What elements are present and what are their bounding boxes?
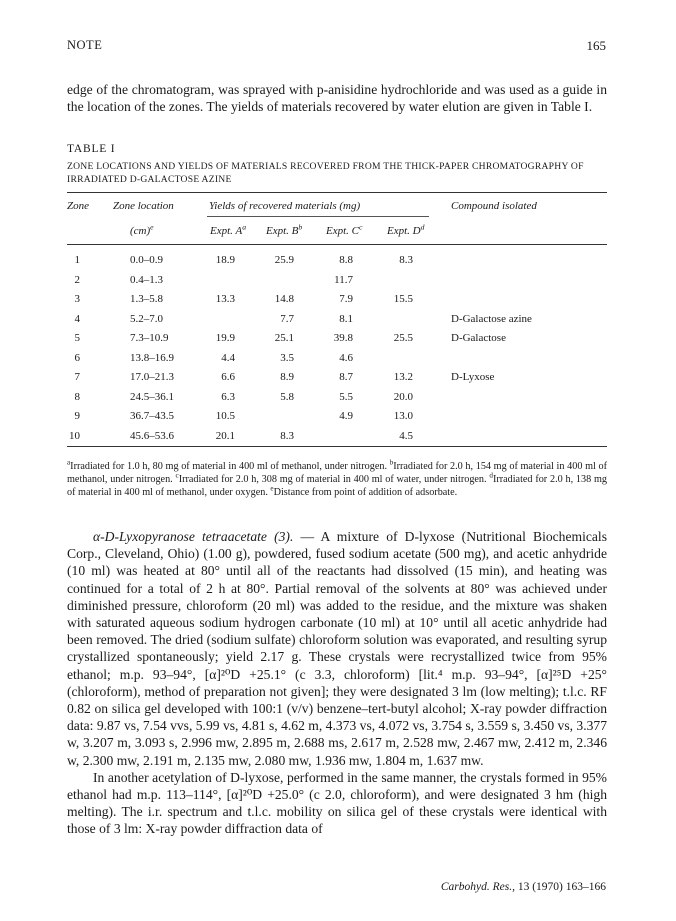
section-heading: α-D-Lyxopyranose tetraacetate (3). xyxy=(93,529,294,544)
cell-location: 5.2–7.0 xyxy=(130,312,163,325)
header-expt-b: Expt. $B^b$ xyxy=(266,222,303,237)
cell-c: 8.1 xyxy=(339,312,353,325)
cell-location: 0.4–1.3 xyxy=(130,273,163,286)
journal-volume: 13 (1970) 163–166 xyxy=(517,881,606,893)
yields-span-rule xyxy=(207,216,429,217)
header-compound: Compound isolated xyxy=(451,200,537,212)
table-caption: ZONE LOCATIONS AND YIELDS OF MATERIALS RECOVERED FROM THE THICK-PAPER CHROMATOGRAPHY OF IRRADIATED D-GALACTOSE AZINE xyxy=(67,161,584,185)
cell-location: 24.5–36.1 xyxy=(130,390,174,403)
cell-d: 20.0 xyxy=(393,390,413,403)
cell-zone: 8 xyxy=(74,390,80,403)
cell-location: 17.0–21.3 xyxy=(130,371,174,383)
cell-b: 7.7 xyxy=(280,312,294,325)
footnote-text: Irradiated for 2.0 h, 308 mg of material in 400 ml of water, under nitrogen. xyxy=(178,474,490,486)
section-paragraph-1: α-D-Lyxopyranose tetraacetate (3). — A mixture of D-lyxose (Nutritional Biochemicals Corp., Cleveland, Ohio) (1.00 g), powdered, fused sodium acetate (500 mg), and acetic anhydride (10 ml) was heated at 80° until all of the reactants had dissolved (15 min), and heating was continued for a total of 2 h at 80°. Partial removal of the solvents at 80° was achieved under diminished pressure, chloroform (20 ml) was added to the residue, and the mixture was shaken with saturated aqueous sodium hydrogen carbonate (10 ml) at 10° until all acetic anhydride had been removed. The dried (sodium sulfate) chloroform solution was evaporated, and resulting syrup crystallized spontaneously; yield 2.17 g. These crystals were recrystallized twice from 95% ethanol; m.p. 93–94°, [α]²⁰D +25.1° (c 3.3, chloroform) [lit.⁴ m.p. 93–94°, [α]²⁵D +25° (chloroform), method of preparation not given]; they were designated 3 lm (low melting); t.l.c. RF 0.82 on silica gel developed with 100:1 (v/v) benzene–tert-butyl alcohol; X-ray powder diffraction data: 9.87 vs, 7.54 vvs, 5.99 vs, 4.81 s, 4.62 m, 4.373 vs, 4.072 vs, 3.754 s, 3.559 s, 3.450 vs, 3.377 w, 3.207 m, 3.093 s, 2.996 mw, 2.895 m, 2.688 ms, 2.617 m, 2.528 mw, 2.467 mw, 2.412 m, 2.346 w, 2.300 mw, 2.191 m, 2.135 mw, 2.080 mw, 1.936 mw, 1.804 m, 1.637 mw. xyxy=(67,529,608,768)
table-top-rule xyxy=(67,192,607,193)
footnote-mark: e xyxy=(270,485,274,494)
footnote-text: Irradiated for 2.0 h, 154 mg of material in 400 ml of methanol, under nitrogen. xyxy=(67,461,607,486)
cell-d: 25.5 xyxy=(393,332,413,344)
cell-location: 45.6–53.6 xyxy=(130,429,174,442)
cell-d: 13.2 xyxy=(393,371,413,383)
cell-b: 3.5 xyxy=(280,351,294,364)
cell-a: 13.3 xyxy=(215,293,235,305)
cell-zone: 1 xyxy=(74,254,80,266)
page-number: 165 xyxy=(586,38,606,53)
section-body xyxy=(67,528,607,838)
cell-b: 8.9 xyxy=(280,371,294,383)
cell-a: 10.5 xyxy=(215,410,235,422)
section-label: NOTE xyxy=(67,38,103,52)
cell-a: 18.9 xyxy=(215,254,235,266)
cell-c: 5.5 xyxy=(339,390,353,403)
footnote-mark: d xyxy=(489,471,493,480)
cell-a: 6.6 xyxy=(221,371,235,383)
header-yields: Yields of recovered materials (mg) xyxy=(209,200,361,212)
footnote-mark: a xyxy=(67,458,71,467)
header-expt-d: Expt. $D^d$ xyxy=(387,222,425,237)
cell-b: 8.3 xyxy=(280,429,294,442)
cell-compound: D-Lyxose xyxy=(451,371,495,383)
cell-zone: 3 xyxy=(74,293,80,305)
intro-paragraph: edge of the chromatogram, was sprayed with p-anisidine hydrochloride and was used as a guide in the location of the zones. The yields of materials recovered by water elution are given in Table I. xyxy=(67,82,607,115)
cell-zone: 6 xyxy=(74,351,80,364)
cell-c: 7.9 xyxy=(339,293,353,305)
header-expt-c: Expt. $C^c$ xyxy=(326,222,363,237)
cell-b: 5.8 xyxy=(280,390,294,403)
cell-d: 13.0 xyxy=(393,410,413,422)
footnote-list xyxy=(67,458,608,499)
cell-d: 15.5 xyxy=(393,293,413,305)
cell-b: 25.9 xyxy=(274,254,294,266)
cell-location: 13.8–16.9 xyxy=(130,351,174,364)
cell-location: 0.0–0.9 xyxy=(130,254,163,266)
cell-location: 1.3–5.8 xyxy=(130,293,163,305)
running-head xyxy=(67,38,606,56)
cell-compound: D-Galactose azine xyxy=(451,312,532,325)
cell-b: 14.8 xyxy=(274,293,294,305)
header-expt-a: Expt. $A^a$ xyxy=(210,222,247,237)
table-bottom-rule xyxy=(67,446,607,447)
cell-a: 4.4 xyxy=(221,351,235,364)
footnote-mark: b xyxy=(389,458,394,467)
cell-zone: 9 xyxy=(74,410,80,422)
cell-c: 4.9 xyxy=(339,410,353,422)
cell-c: 4.6 xyxy=(339,351,353,364)
footnote-text: Distance from point of addition of adsorbate. xyxy=(273,487,458,499)
table-label: TABLE I xyxy=(67,143,116,155)
cell-d: 4.5 xyxy=(399,429,413,442)
footnote-mark: c xyxy=(175,471,179,480)
cell-location: 7.3–10.9 xyxy=(130,332,169,344)
cell-a: 20.1 xyxy=(215,429,235,442)
cell-zone: 5 xyxy=(74,332,80,344)
journal-footer xyxy=(441,881,606,893)
cell-compound: D-Galactose xyxy=(451,332,506,344)
cell-c: 11.7 xyxy=(334,273,353,286)
header-zone-location-unit: (cm)$^e$ xyxy=(130,222,154,237)
cell-d: 8.3 xyxy=(399,254,413,266)
cell-zone: 10 xyxy=(69,429,80,442)
table-footnotes xyxy=(67,460,607,500)
footnote-text: Irradiated for 2.0 h, 138 mg of material in 400 ml of methanol, under oxygen. xyxy=(67,474,608,499)
cell-location: 36.7–43.5 xyxy=(130,410,174,422)
cell-a: 19.9 xyxy=(215,332,235,344)
cell-zone: 7 xyxy=(74,371,80,383)
cell-zone: 2 xyxy=(74,273,80,286)
cell-zone: 4 xyxy=(74,312,80,325)
cell-c: 8.7 xyxy=(339,371,353,383)
section-paragraph-2: In another acetylation of D-lyxose, performed in the same manner, the crystals formed in 95% ethanol had m.p. 113–114°, [α]²⁰D +25.0° (c 2.0, chloroform), and were designated 3 hm (high melting). The i.r. spectrum and t.l.c. mobility on silica gel of these crystals were identical with those of 3 lm: X-ray powder diffraction data of xyxy=(67,769,607,837)
footnote-text: Irradiated for 1.0 h, 80 mg of material in 400 ml of methanol, under nitrogen. xyxy=(70,461,390,472)
header-zone-location: Zone location xyxy=(113,200,174,212)
journal-name: Carbohyd. Res., xyxy=(440,881,515,893)
cell-b: 25.1 xyxy=(274,332,294,344)
header-zone: Zone xyxy=(67,200,89,212)
cell-c: 39.8 xyxy=(333,332,353,344)
cell-a: 6.3 xyxy=(221,390,235,403)
table-header-rule xyxy=(67,244,607,245)
cell-c: 8.8 xyxy=(339,254,353,266)
